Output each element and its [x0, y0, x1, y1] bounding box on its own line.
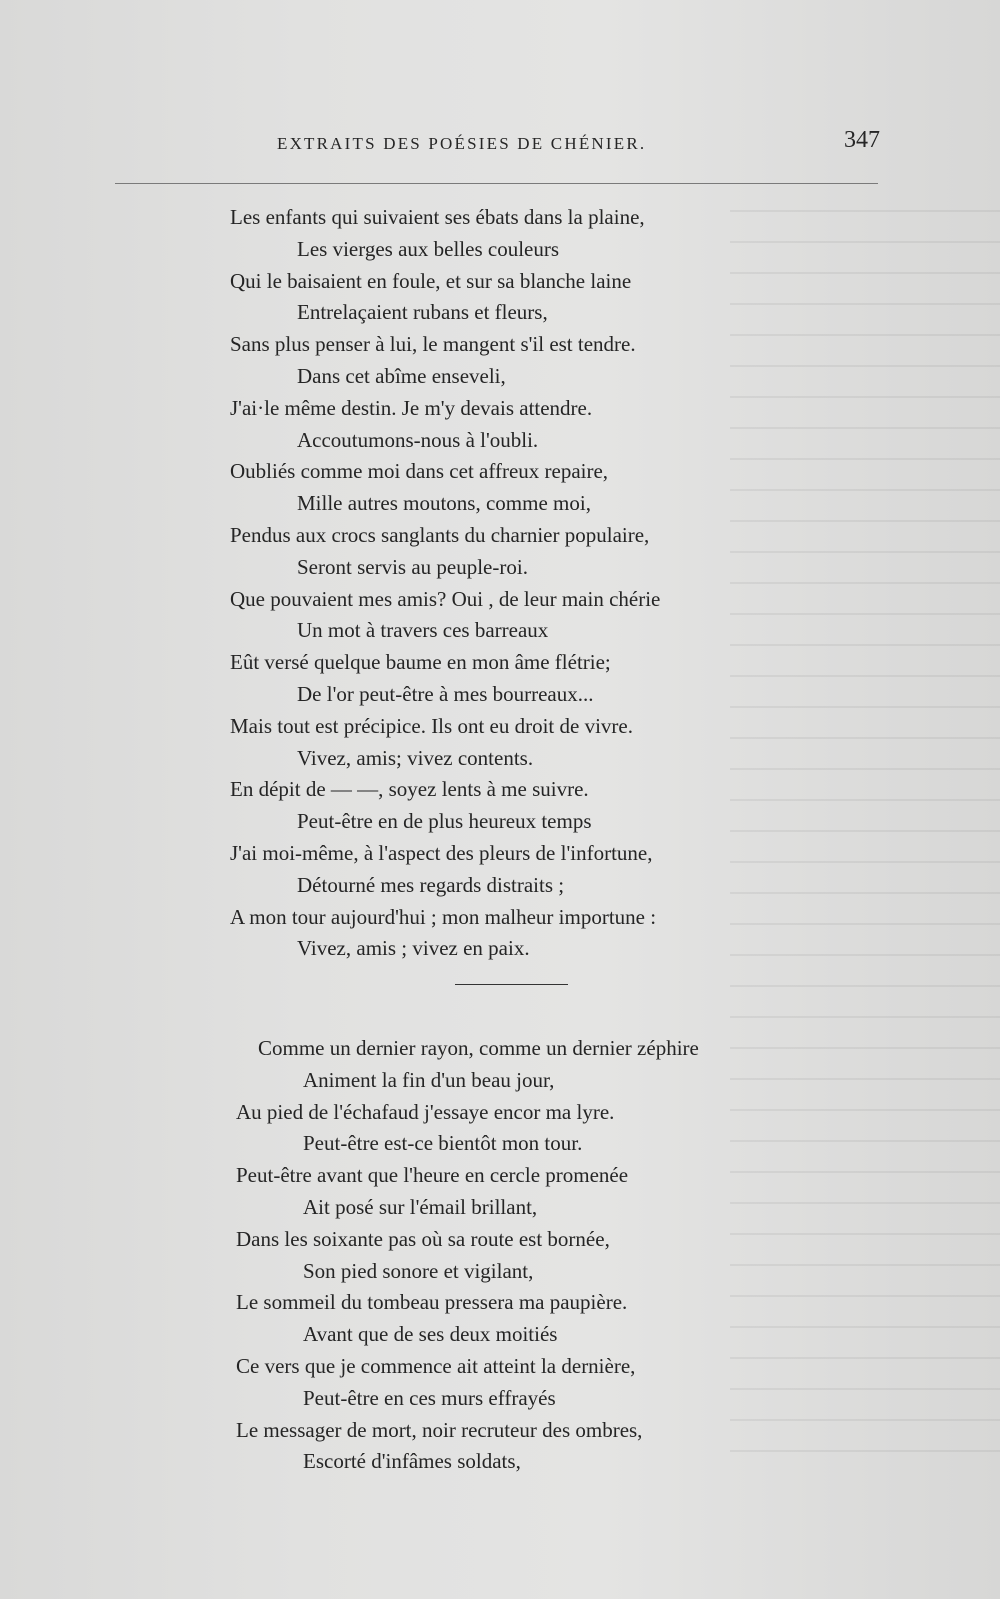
verse-line: Que pouvaient mes amis? Oui , de leur main chérie: [230, 586, 661, 611]
verse-line: Seront servis au peuple-roi.: [297, 554, 528, 579]
verse-line: Vivez, amis; vivez contents.: [297, 745, 534, 770]
verse-line: Animent la fin d'un beau jour,: [303, 1067, 555, 1092]
verse-line: Peut-être en ces murs effrayés: [303, 1385, 556, 1410]
header-rule: [115, 183, 878, 184]
verse-line: Ce vers que je commence ait atteint la dernière,: [236, 1353, 636, 1378]
verse-line: En dépit de — —, soyez lents à me suivre.: [230, 777, 589, 802]
verse-line: Vivez, amis ; vivez en paix.: [297, 936, 530, 961]
verse-line: Le messager de mort, noir recruteur des ombres,: [236, 1417, 643, 1442]
verse-line: J'ai·le même destin. Je m'y devais attendre.: [230, 395, 593, 420]
verse-line: De l'or peut-être à mes bourreaux...: [297, 681, 594, 706]
verse-line: Pendus aux crocs sanglants du charnier populaire,: [230, 522, 650, 547]
verse-line: Mille autres moutons, comme moi,: [297, 491, 591, 516]
verse-line: Peut-être est-ce bientôt mon tour.: [303, 1131, 583, 1156]
verse-line: Le sommeil du tombeau pressera ma paupière.: [236, 1290, 628, 1315]
verse-line: Les vierges aux belles couleurs: [297, 236, 560, 261]
verse-line: Accoutumons-nous à l'oubli.: [297, 427, 539, 452]
bleed-through-text: [730, 210, 1000, 1460]
verse-line: Sans plus penser à lui, le mangent s'il est tendre.: [230, 332, 636, 357]
verse-line: J'ai moi-même, à l'aspect des pleurs de l'infortune,: [230, 840, 653, 865]
verse-line: Oubliés comme moi dans cet affreux repaire,: [230, 459, 609, 484]
poem-stanza-2: [236, 1033, 699, 1478]
verse-line: Son pied sonore et vigilant,: [303, 1258, 534, 1283]
verse-line: A mon tour aujourd'hui ; mon malheur importune :: [230, 904, 657, 929]
verse-line: Détourné mes regards distraits ;: [297, 872, 565, 897]
verse-line: Un mot à travers ces barreaux: [297, 618, 549, 643]
verse-line: Qui le baisaient en foule, et sur sa blanche laine: [230, 268, 632, 293]
verse-line: Avant que de ses deux moitiés: [303, 1322, 558, 1347]
verse-line: Mais tout est précipice. Ils ont eu droit de vivre.: [230, 713, 633, 738]
verse-line: Les enfants qui suivaient ses ébats dans la plaine,: [230, 205, 645, 229]
section-divider: [455, 984, 568, 985]
verse-line: Escorté d'infâmes soldats,: [303, 1449, 521, 1474]
verse-line: Entrelaçaient rubans et fleurs,: [297, 300, 548, 325]
verse-line: Eût versé quelque baume en mon âme flétrie;: [230, 650, 611, 675]
verse-line: Au pied de l'échafaud j'essaye encor ma lyre.: [236, 1099, 615, 1124]
verse-line: Peut-être avant que l'heure en cercle promenée: [236, 1163, 629, 1188]
running-title: EXTRAITS DES POÉSIES DE CHÉNIER.: [277, 134, 647, 153]
verse-line: Peut-être en de plus heureux temps: [297, 809, 592, 834]
poem-stanza-1: [230, 202, 660, 965]
page-number: 347: [844, 127, 880, 153]
page-header: [0, 126, 1000, 166]
verse-line: Dans cet abîme enseveli,: [297, 363, 506, 388]
verse-line: Comme un dernier rayon, comme un dernier zéphire: [258, 1036, 699, 1060]
verse-line: Ait posé sur l'émail brillant,: [303, 1194, 538, 1219]
verse-line: Dans les soixante pas où sa route est bornée,: [236, 1226, 610, 1251]
